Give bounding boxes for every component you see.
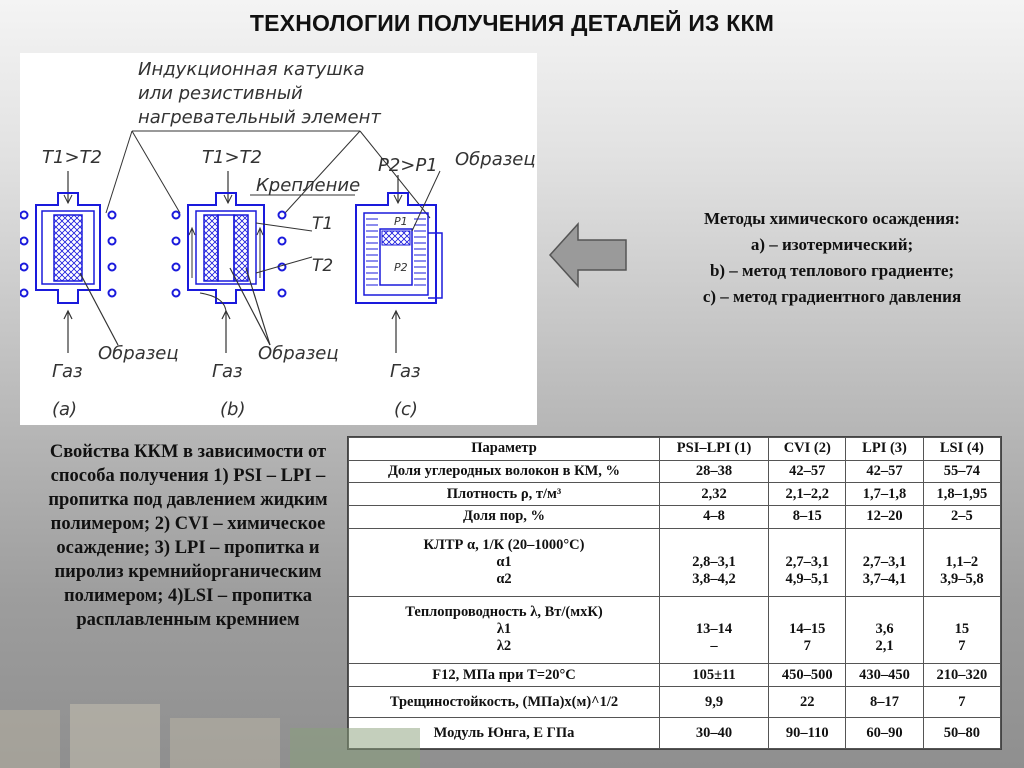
header-col-3: LPI (3) [846,438,923,461]
header-col-4: LSI (4) [923,438,1000,461]
pressure-label-c: P2>P1 [378,155,438,176]
sample-label-b: Образец [258,343,339,364]
cvi-diagram [20,53,537,425]
sample-label-a: Образец [98,343,179,364]
table-row: КЛТР α, 1/К (20–1000°С) α1 α2 2,8–3,1 3,8–4,2 2,7–3,1 4,9–5,1 2,7–3,1 3,7–4,1 1,1–2 3,9–5,8 [349,528,1001,596]
table-header-row [349,438,1001,461]
gas-label-c: Газ [390,361,421,382]
table-row: F12, МПа при Т=20°С 105±11 450–500 430–450 210–320 [349,664,1001,687]
table-row: Доля углеродных волокон в КМ, % 28–38 42–57 42–57 55–74 [349,460,1001,483]
reactor-a [21,193,116,303]
caption-a: (a) [52,399,78,420]
header-param: Параметр [349,438,660,461]
caption-c: (c) [394,399,418,420]
left-arrow-icon [548,220,628,290]
methods-block [640,206,1024,310]
table-row: Плотность ρ, т/м³ 2,32 2,1–2,2 1,7–1,8 1,8–1,95 [349,483,1001,506]
coil-label-3: нагревательный элемент [138,107,381,128]
sample-label-c: Образец [455,149,536,170]
temp-label-b: T1>T2 [202,147,262,168]
header-col-1: PSI–LPI (1) [660,438,769,461]
table-row: Теплопроводность λ, Вт/(мхК) λ1 λ2 13–14 – 14–15 7 3,6 2,1 15 7 [349,596,1001,664]
p2-label-inside: P2 [394,261,408,274]
methods-line-1: Методы химического осаждения: [704,209,960,228]
t1-label: T1 [312,214,334,234]
methods-line-2: a) – изотермический; [750,235,914,254]
t2-label: T2 [312,256,334,276]
coil-label-2: или резистивный [138,83,303,104]
mount-label: Крепление [256,175,361,196]
properties-text: Свойства ККМ в зависимости от способа получения 1) PSI – LPI – пропитка под давлением жидким полимером; 2) CVI – химическое осаждение; 3) LPI – пропитка и пиролиз кремнийорганическим полимером; 4)LSI – пропитка расплавленным кремнием [48,442,328,630]
reactor-c [356,193,442,303]
table-row: Модуль Юнга, Е ГПа 30–40 90–110 60–90 50–80 [349,718,1001,749]
table-row: Трещиностойкость, (МПа)х(м)^1/2 9,9 22 8–17 7 [349,687,1001,718]
reactor-b [173,193,286,303]
gas-label-b: Газ [212,361,243,382]
temp-label-a: T1>T2 [42,147,102,168]
page-title: ТЕХНОЛОГИИ ПОЛУЧЕНИЯ ДЕТАЛЕЙ ИЗ ККМ [249,10,775,36]
header-col-2: CVI (2) [769,438,846,461]
gas-label-a: Газ [52,361,83,382]
coil-label-1: Индукционная катушка [138,59,365,80]
p1-label-inside: P1 [394,215,408,228]
building-watermark [0,698,420,768]
methods-line-4: c) – метод градиентного давления [702,287,962,306]
methods-line-3: b) – метод теплового градиенте; [709,261,955,280]
properties-table [347,436,1002,750]
caption-b: (b) [220,399,246,420]
table-row: Доля пор, % 4–8 8–15 12–20 2–5 [349,505,1001,528]
